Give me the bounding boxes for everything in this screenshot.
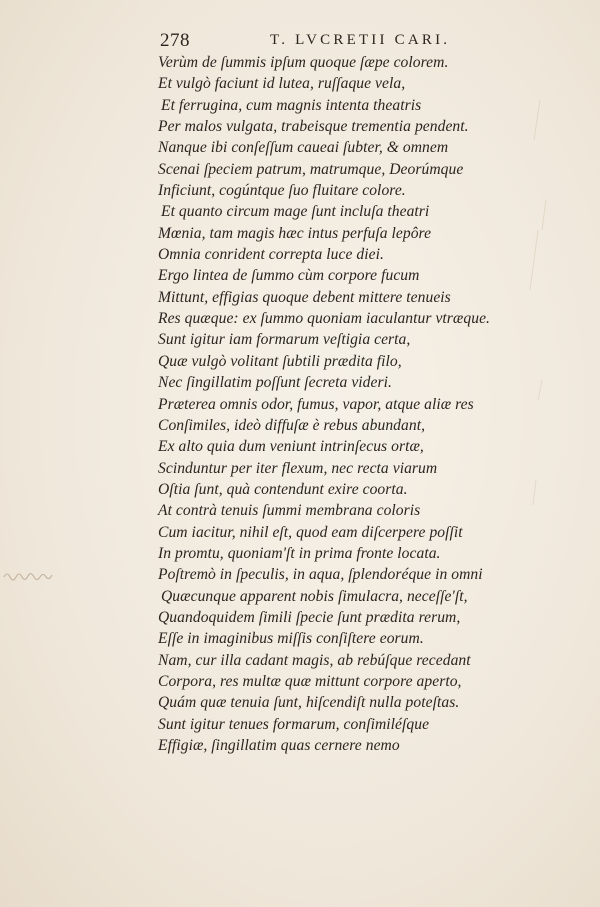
verse-line: Sunt igitur iam formarum veſtigia certa, bbox=[158, 331, 411, 349]
verse-line: Et quanto circum mage ſunt incluſa theatri bbox=[161, 203, 430, 221]
verse-line: Omnia conrident correpta luce diei. bbox=[158, 246, 384, 264]
verse-line: Quæcunque apparent nobis ſimulacra, neceſſe'ſt, bbox=[161, 587, 468, 605]
verse-line: Corpora, res multæ quæ mittunt corpore aperto, bbox=[158, 672, 462, 690]
verse-line: In promtu, quoniam'ſt in prima fronte locata. bbox=[158, 544, 441, 562]
verse-line: Ex alto quia dum veniunt intrinſecus ortæ, bbox=[158, 438, 424, 456]
bleed-through-marks bbox=[480, 80, 560, 600]
verse-line: Res quæque: ex ſummo quoniam iaculantur vtræque. bbox=[158, 310, 490, 328]
verse-line: Per malos vulgata, trabeisque trementia pendent. bbox=[158, 118, 469, 136]
running-head: T. LVCRETII CARI. bbox=[270, 32, 451, 48]
verse-line: Quæ vulgò volitant ſubtili prædita filo, bbox=[158, 352, 402, 370]
verse-line: Effigiæ, ſingillatim quas cernere nemo bbox=[158, 737, 400, 754]
verse-line: Scinduntur per iter flexum, nec recta viarum bbox=[158, 459, 438, 477]
verse-line: Quandoquidem ſimili ſpecie ſunt prædita rerum, bbox=[158, 608, 461, 626]
verse-block bbox=[158, 52, 490, 756]
margin-annotation bbox=[0, 567, 64, 583]
verse-line: Nam, cur illa cadant magis, ab rebúſque recedant bbox=[158, 651, 471, 669]
verse-line: Nanque ibi conſeſſum caueai ſubter, & omnem bbox=[158, 139, 449, 157]
verse-line: At contrà tenuis ſummi membrana coloris bbox=[158, 502, 421, 520]
verse-line: Nec ſingillatim poſſunt ſecreta videri. bbox=[158, 374, 392, 392]
verse-line: Ergo lintea de ſummo cùm corpore fucum bbox=[158, 267, 420, 285]
verse-line: Verùm de ſummis ipſum quoque ſæpe colorem. bbox=[158, 54, 449, 71]
page-number: 278 bbox=[160, 30, 190, 51]
verse-line: Scenai ſpeciem patrum, matrumque, Deorúmque bbox=[158, 160, 464, 178]
verse-line: Conſimiles, ideò diffuſæ è rebus abundant, bbox=[158, 416, 426, 434]
verse-line: Mittunt, effigias quoque debent mittere tenueis bbox=[158, 288, 451, 306]
verse-line: Sunt igitur tenues formarum, conſimiléſque bbox=[158, 715, 430, 733]
verse-line: Cum iacitur, nihil eſt, quod eam diſcerpere poſſit bbox=[158, 523, 463, 541]
verse-line: Et ferrugina, cum magnis intenta theatris bbox=[161, 96, 422, 114]
page-header bbox=[160, 30, 500, 54]
verse-line: Præterea omnis odor, fumus, vapor, atque aliæ res bbox=[158, 395, 474, 413]
verse-line: Mœnia, tam magis hæc intus perfuſa lepôre bbox=[158, 224, 432, 242]
verse-line: Eſſe in imaginibus miſſis conſiſtere eorum. bbox=[158, 630, 424, 648]
verse-line: Inficiunt, cogúntque ſuo fluitare colore. bbox=[158, 182, 406, 200]
verse-line: Et vulgò faciunt id lutea, ruſſaque vela, bbox=[158, 75, 406, 93]
verse-line: Poſtremò in ſpeculis, in aqua, ſplendoréque in omni bbox=[158, 566, 483, 584]
verse-line: Quám quæ tenuia ſunt, hiſcendiſt nulla poteſtas. bbox=[158, 694, 460, 712]
verse-line: Oſtia ſunt, quà contendunt exire coorta. bbox=[158, 480, 408, 498]
